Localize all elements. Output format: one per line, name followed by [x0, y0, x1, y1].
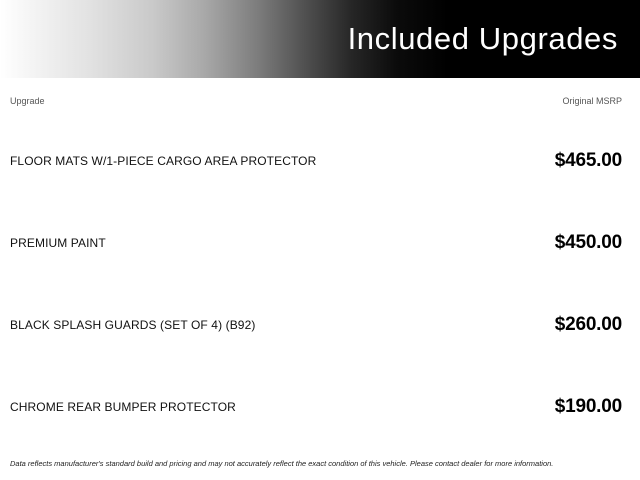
- table-row: [0, 284, 640, 366]
- upgrade-price: $465.00: [554, 149, 622, 171]
- column-header-original-msrp: Original MSRP: [562, 95, 622, 106]
- page-header-banner: [0, 0, 640, 78]
- upgrade-name: CHROME REAR BUMPER PROTECTOR: [10, 399, 236, 414]
- column-header-upgrade: Upgrade: [10, 95, 45, 106]
- page-title: Included Upgrades: [347, 21, 618, 57]
- upgrade-name: FLOOR MATS W/1-PIECE CARGO AREA PROTECTOR: [10, 153, 317, 168]
- upgrades-list: [0, 120, 640, 448]
- table-row: [0, 120, 640, 202]
- table-row: [0, 366, 640, 448]
- table-column-header: [0, 82, 640, 120]
- footer-disclaimer-area: [0, 448, 640, 480]
- disclaimer-text: Data reflects manufacturer's standard build and pricing and may not accurately reflect the exact condition of this vehicle. Please contact dealer for more information.: [10, 459, 554, 469]
- upgrade-name: BLACK SPLASH GUARDS (SET OF 4) (B92): [10, 317, 256, 332]
- upgrade-price: $450.00: [554, 231, 622, 253]
- table-row: [0, 202, 640, 284]
- upgrade-price: $190.00: [554, 395, 622, 417]
- upgrade-price: $260.00: [554, 313, 622, 335]
- upgrade-name: PREMIUM PAINT: [10, 235, 106, 250]
